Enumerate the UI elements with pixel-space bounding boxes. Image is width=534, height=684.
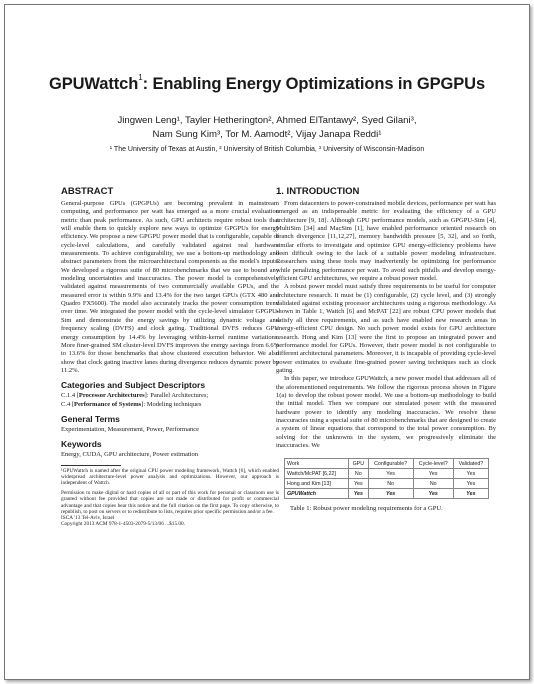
table-cell: Yes — [368, 469, 413, 479]
table-header-cell: Configurable? — [368, 459, 413, 469]
keywords-text: Energy, CUDA, GPU architecture, Power estimation — [61, 451, 199, 459]
table-row — [285, 479, 489, 489]
footnote-rule — [61, 465, 121, 466]
table-cell: Yes — [349, 479, 369, 489]
title-footnote-mark: 1 — [138, 73, 143, 82]
authors-line-2: Nam Sung Kim³, Tor M. Aamodt², Vijay Janapa Reddi¹ — [152, 129, 382, 140]
introduction-heading: 1. INTRODUCTION — [276, 186, 360, 197]
table-cell: Yes — [413, 489, 453, 499]
footnote-text: ¹GPUWattch is named after the original CPU power modeling framework, Wattch [6], which enabled widespread architecture-level power analysis and optimizations. However, our approach is independent of Wattch. — [61, 467, 279, 486]
table-row — [285, 489, 489, 499]
table-cell: No — [368, 479, 413, 489]
categories-text: C.1.4 [Processor Architectures]: Parallel Architectures; C.4 [Performance of Systems]: Modeling techniques — [61, 392, 209, 408]
table-cell: Yes — [453, 479, 488, 489]
paper-title: GPUWattch$^1$: Enabling Energy Optimizations in GPGPUs — [48, 73, 486, 93]
table-header-cell: Cycle-level? — [413, 459, 453, 469]
categories-heading: Categories and Subject Descriptors — [61, 380, 206, 391]
table-header-cell: Work — [285, 459, 349, 469]
general-terms-heading: General Terms — [61, 413, 120, 424]
intro-paragraph-3: In this paper, we introduce GPUWattch, a new power model that addresses all of the aforementioned requirements. We follow the rigorous process shown in Figure 1(a) to develop the robust power model. We use a bottom-up methodology to build the initial model. Then we compare our simulated power with the measured hardware power to identify any modeling inaccuracies. We resolve these inaccuracies using a special suite of 80 microbenchmarks that are designed to create a system of linear equations that correspond to the total power consumption. By solving for the unknowns in the system, we progressively eliminate the inaccuracies. We — [276, 375, 496, 449]
right-column — [276, 186, 496, 512]
copyright-text: Copyright 2013 ACM 978-1-4503-2079-5/13/06 ...$15.00. — [61, 521, 186, 528]
table-caption: Table 1: Robust power modeling requirements for a GPU. — [290, 505, 443, 513]
abstract-heading: ABSTRACT — [61, 186, 114, 197]
permission-notice: Permission to make digital or hard copies of all or part of this work for personal or classroom use is granted without fee provided that copies are not made or distributed for profit or commercial advantage and that copies bear this notice and the full citation on the first page. To copy otherwise, to republish, to post on servers or to redistribute to lists, requires prior specific permission and/or a fee. — [61, 490, 279, 515]
venue-text: ISCA '13 Tel-Aviv, Israel — [61, 515, 115, 522]
table-row — [285, 469, 489, 479]
affiliations: ¹ The University of Texas at Austin, ² University of British Columbia, ³ University of Wisconsin-Madison — [109, 146, 425, 153]
intro-paragraph-1: From datacenters to power-constrained mobile devices, performance per watt has emerged as an indispensable metric for evaluating the efficiency of a GPU architecture [9, 18]. Although GPU performance models, such as GPGPU-Sim [4], MultiSim [34] and MacSim [1], have enabled performance oriented research on branch divergence [11,12,27], memory bandwidth pressure [5, 32], and so forth, similar efforts to investigate and optimize GPU energy-efficiency problems have been difficult owing to the lack of a suitable power modeling infrastructure. Researchers using these tools may inadvertently be optimizing for performance while penalizing performance per watt. To avoid such pitfalls and develop energy-efficient GPU architectures, we require a robust power model. — [276, 200, 496, 283]
keywords-heading: Keywords — [61, 439, 102, 450]
paper-page — [4, 4, 530, 680]
table-cell: GPUWattch — [285, 489, 349, 499]
table-header-row — [285, 459, 489, 469]
table-cell: Yes — [413, 469, 453, 479]
authors-line-1: Jingwen Leng¹, Tayler Hetherington², Ahmed ElTantawy², Syed Gilani³, — [117, 115, 417, 126]
table-cell: No — [413, 479, 453, 489]
table-cell: Yes — [453, 469, 488, 479]
left-column — [61, 186, 279, 527]
table-cell: Wattch/McPAT [6,22] — [285, 469, 349, 479]
table-cell: Yes — [368, 489, 413, 499]
intro-paragraph-2: A robust power model must satisfy three requirements to be useful for computer architecture research. It must be (1) configurable, (2) cycle level, and (3) strongly validated against existing processor architectures using a rigorous methodology. As shown in Table 1, Wattch [6] and McPAT [22] are robust CPU power models that satisfy all three requirements, and as such have enabled new research areas in energy-efficient CPU design. No such power model exists for GPU architecture research. Hong and Kim [13] were the first to propose an integrated power and performance model for GPUs. However, their power model is not configurable to different architectural parameters. Moreover, it is incapable of providing cycle-level power estimates to evaluate fine-grained power saving techniques such as clock gating. — [276, 283, 496, 374]
table-cell: No — [349, 469, 369, 479]
table-cell: Hong and Kim [13] — [285, 479, 349, 489]
general-terms-text: Experimentation, Measurement, Power, Performance — [61, 425, 199, 433]
table-cell: Yes — [349, 489, 369, 499]
abstract-text: General-purpose GPUs (GPGPUs) are becoming prevalent in mainstream computing, and performance per watt has emerged as a more crucial evaluation metric than peak performance. As such, GPU architects require robust tools that will enable them to quickly explore new ways to optimize GPGPUs for energy efficiency. We propose a new GPGPU power model that is configurable, capable of cycle-level calculations, and carefully validated against real hardware measurements. To achieve configurability, we use a bottom-up methodology and abstract parameters from the microarchitectural components as the model's inputs. We developed a rigorous suite of 80 microbenchmarks that we use to bound any modeling uncertainties and inaccuracies. The power model is comprehensively validated against measurements of two commercially available GPUs, and the measured error is within 9.9% and 13.4% for the two target GPUs (GTX 480 and Quadro FX5600). The model also accurately tracks the power consumption trend over time. We integrated the power model with the cycle-level simulator GPGPU-Sim and demonstrate the energy savings by utilizing dynamic voltage and frequency scaling (DVFS) and clock gating. Traditional DVFS reduces GPU energy consumption by 14.4% by leveraging within-kernel runtime variations. More finer-grained SM cluster-level DVFS improves the energy savings from 6.6% to 13.6% for those benchmarks that show clustered execution behavior. We also show that clock gating inactive lanes during divergence reduces dynamic power by 11.2%. — [61, 200, 279, 374]
table-cell: Yes — [453, 489, 488, 499]
table-header-cell: Validated? — [453, 459, 488, 469]
table-header-cell: GPU — [349, 459, 369, 469]
author-list — [45, 114, 489, 142]
requirements-table — [284, 458, 489, 499]
